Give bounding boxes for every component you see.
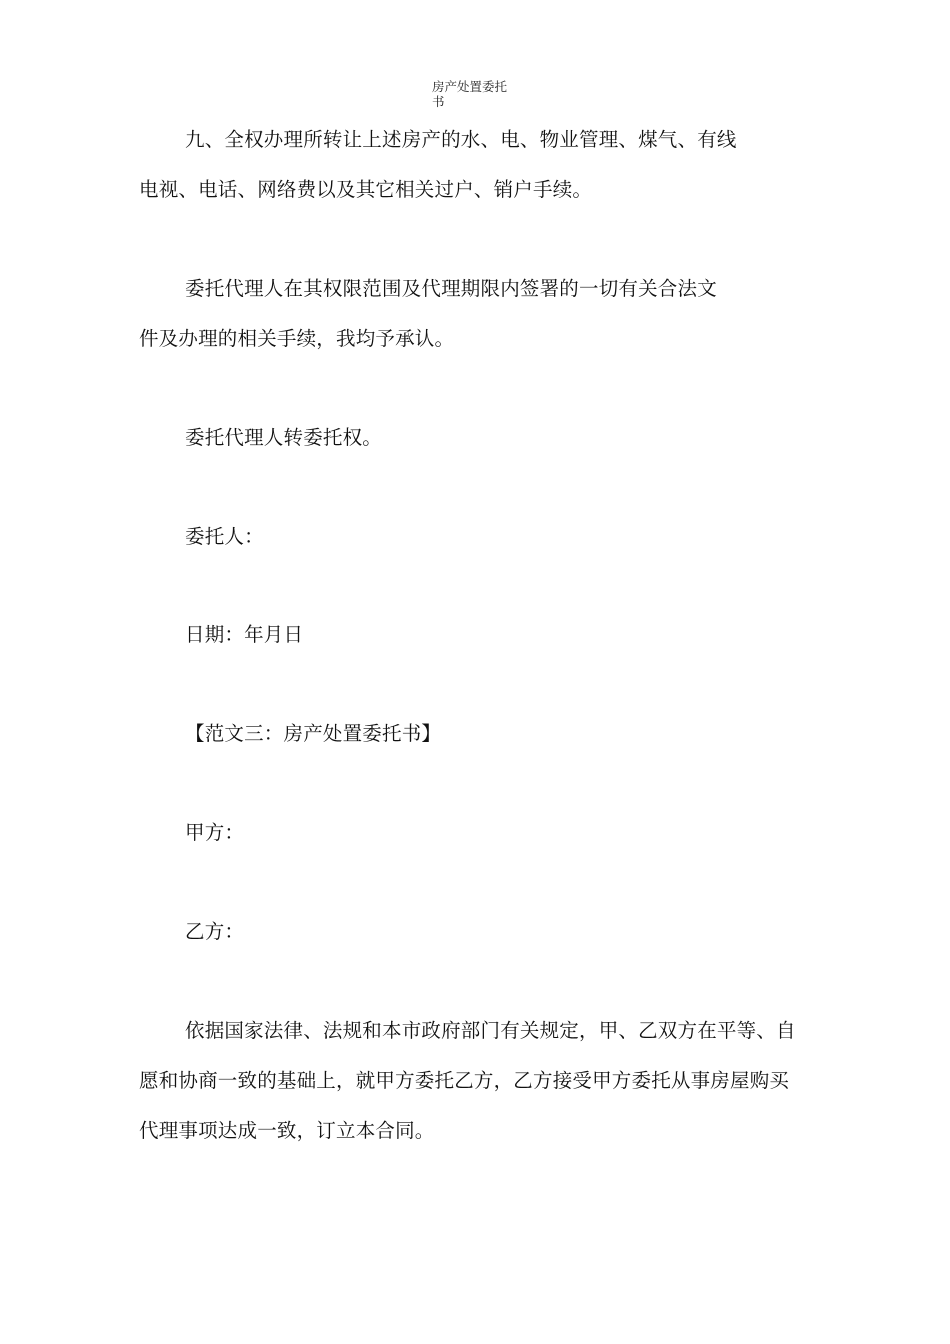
paragraph-item-nine-line-2: 电视、电话、网络费以及其它相关过户、销户手续。	[139, 178, 593, 201]
page-header	[432, 79, 522, 109]
paragraph-sub-delegation: 委托代理人转委托权。	[185, 426, 383, 449]
header-title-line-2: 书	[432, 94, 445, 109]
date-label: 日期：年月日	[185, 623, 304, 646]
paragraph-acknowledgement-line-2: 件及办理的相关手续，我均予承认。	[139, 327, 455, 350]
paragraph-agreement-line-3: 代理事项达成一致，订立本合同。	[139, 1119, 435, 1142]
principal-label: 委托人：	[185, 525, 264, 548]
paragraph-acknowledgement-line-1: 委托代理人在其权限范围及代理期限内签署的一切有关合法文	[185, 277, 717, 300]
section-title-sample-three: 【范文三：房产处置委托书】	[185, 722, 442, 745]
header-title-line-1: 房产处置委托	[432, 79, 508, 94]
paragraph-agreement-line-2: 愿和协商一致的基础上，就甲方委托乙方，乙方接受甲方委托从事房屋购买	[139, 1069, 790, 1092]
party-b-label: 乙方：	[185, 920, 245, 943]
party-a-label: 甲方：	[185, 821, 245, 844]
paragraph-agreement-line-1: 依据国家法律、法规和本市政府部门有关规定，甲、乙双方在平等、自	[185, 1019, 796, 1042]
paragraph-item-nine-line-1: 九、全权办理所转让上述房产的水、电、物业管理、煤气、有线	[185, 128, 737, 151]
